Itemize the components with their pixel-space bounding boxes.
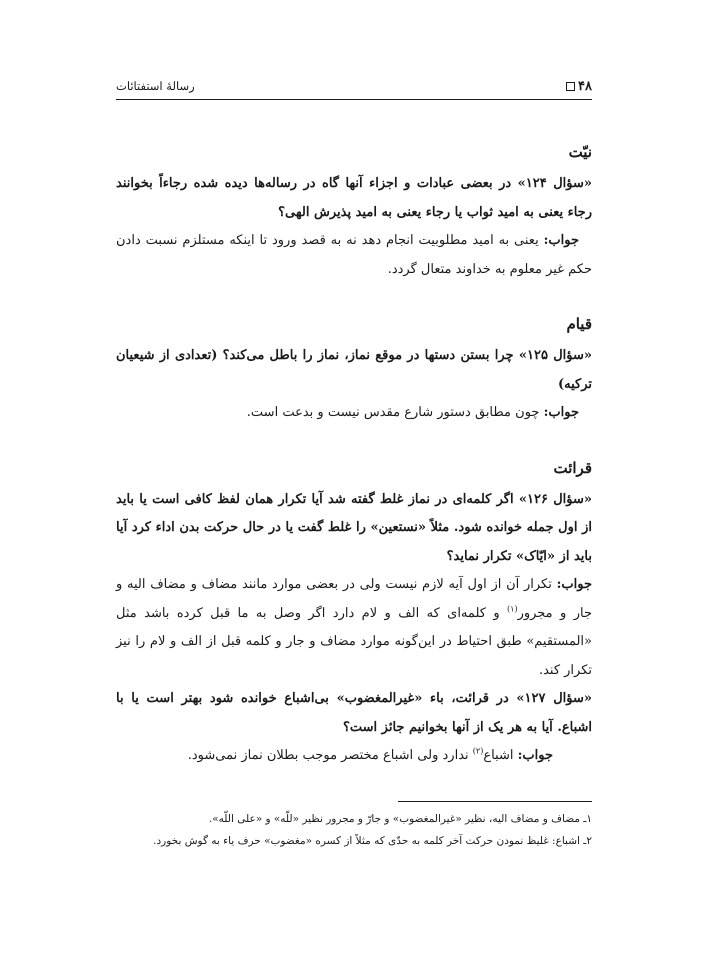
- footnote-2: ۲ـ اشباع: غلیظ نمودن حرکت آخر کلمه به حدّی که مثلاً از کسره «مغضوب» حرف یاء به گوش بخورد.: [153, 835, 592, 847]
- answer-text-part1: تکرار آن از اول آیه لازم نیست ولی در بعضی موارد مانند مضاف و مضاف الیه و جار و مجرور: [116, 577, 592, 621]
- answer-label: جواب:: [517, 748, 553, 763]
- question-text: در بعضی عبادات و اجزاء آنها گاه در رساله‌ها دیده شده رجاءاً بخوانند رجاء یعنی به امید ثواب یا رجاء یعنی به امید پذیرش الهی؟: [116, 176, 592, 220]
- footnotes: [116, 808, 592, 852]
- answer-text-part2: و کلمه‌ای که الف و لام دارد اگر وصل به ما قبل کرده باشد مثل «المستقیم» طبق احتیاط در این‌گونه موارد مضاف و جار و کلمه قبل از الف و لام را نیز تکرار کند.: [116, 605, 592, 678]
- answer-126: [116, 571, 592, 685]
- answer-text-part2: ندارد ولی اشباع مختصر موجب بطلان نماز نمی‌شود.: [187, 748, 473, 763]
- answer-127: [116, 742, 592, 771]
- answer-125: [116, 399, 592, 428]
- footnote-divider: [398, 801, 592, 802]
- answer-text: یعنی به امید مطلوبیت انجام دهد نه به قصد ورود تا اینکه مستلزم نسبت دادن حکم غیر معلوم به خداوند متعال گردد.: [116, 233, 592, 277]
- page-body: [116, 138, 592, 771]
- question-text: چرا بستن دستها در موقع نماز، نماز را باطل می‌کند؟ (تعدادی از شیعیان ترکیه): [116, 348, 592, 392]
- footnote-ref-2[interactable]: (۲): [472, 746, 484, 756]
- footnote-1: ۱ـ مضاف و مضاف الیه، نظیر «غیرالمغضوب» و جارّ و مجرور نظیر «للّه» و «علی اللّه».: [208, 813, 592, 825]
- square-marker-icon: [566, 82, 575, 91]
- page-number: [566, 79, 592, 94]
- question-124: [116, 170, 592, 227]
- section-title-qiraat: قرائت: [553, 458, 592, 477]
- question-number: «سؤال ۱۲۷»: [516, 691, 592, 706]
- page-number-text: ۴۸: [578, 78, 592, 94]
- answer-label: جواب:: [543, 405, 579, 420]
- answer-text: چون مطابق دستور شارع مقدس نیست و بدعت است.: [246, 405, 544, 420]
- question-text: اگر کلمه‌ای در نماز غلط گفته شد آیا تکرار همان لفظ کافی است یا باید از اول جمله خوانده شود. مثلاً «نستعین» را غلط گفت یا در حال حرکت بدن اداء کرد آیا باید از «ایّاک» تکرار نماید؟: [116, 491, 592, 564]
- question-text: در قرائت، باء «غیرالمغضوب» بی‌اشباع خوانده شود بهتر است یا با اشباع. آیا به هر یک از آنها بخوانیم جائز است؟: [116, 691, 592, 735]
- section-title-niyyat: نیّت: [568, 143, 592, 161]
- question-126: [116, 486, 592, 572]
- answer-124: [116, 227, 592, 284]
- answer-label: جواب:: [556, 577, 592, 592]
- running-header: [116, 76, 592, 96]
- question-125: [116, 342, 592, 399]
- answer-text-part1: اشباع: [483, 748, 518, 763]
- section-title-qiyam: قیام: [566, 315, 592, 333]
- answer-label: جواب:: [543, 233, 579, 248]
- question-number: «سؤال ۱۲۵»: [518, 348, 592, 363]
- question-number: «سؤال ۱۲۶»: [518, 491, 592, 507]
- header-divider: [116, 99, 592, 100]
- footnote-ref-1[interactable]: (۱): [507, 604, 518, 614]
- question-127: [116, 685, 592, 742]
- book-title: رسالهٔ استفتائات: [116, 79, 195, 93]
- question-number: «سؤال ۱۲۴»: [517, 176, 592, 191]
